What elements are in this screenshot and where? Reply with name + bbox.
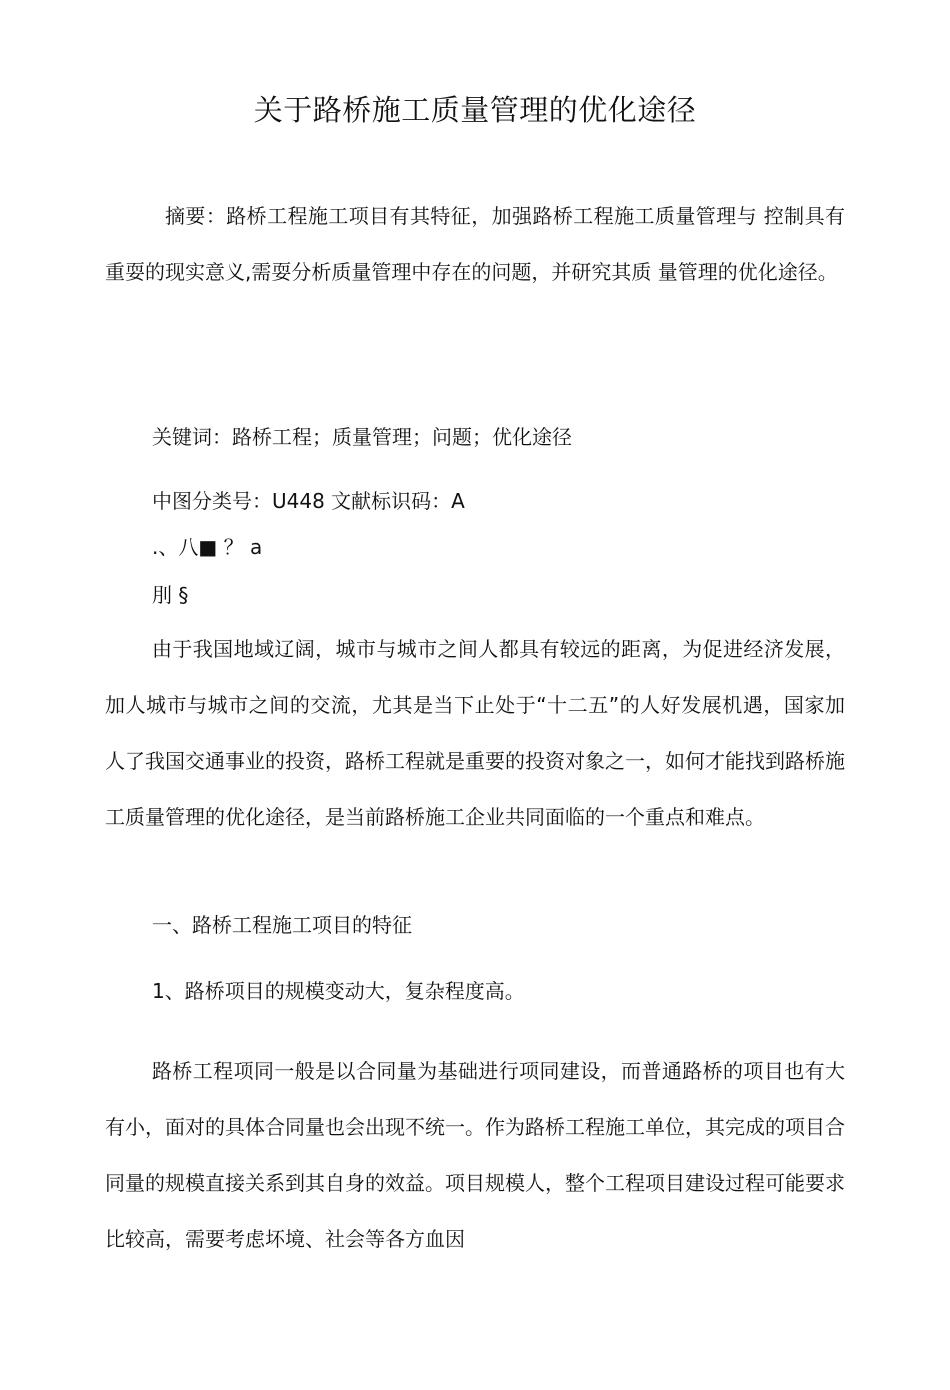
section-heading: 一、路桥工程施工项目的特征 [152, 913, 412, 937]
subsection-heading: 1、路桥项目的规模变动大，复杂程度高。 [152, 979, 525, 1003]
body-paragraph: 由于我国地域辽阔，城市与城市之间人都具有较远的距离，为促进经济发展，加人城市与城市之间的交流，尤其是当下止处于“十二五”的人好发展机遇，国家加人了我国交通事业的投资，路桥工程就是重要的投资对象之一，如何才能找到路桥施工质量管理的优化途径，是当前路桥施工企业共同面临的一个重点和难点。 [105, 637, 845, 829]
abstract-paragraph: 摘要：路桥工程施工项目有其特征，加强路桥工程施工质量管理与 控制具有重耍的现实意义,需耍分析质量管理中存在的问题，并研究其质 量管理的优化途径。 [105, 204, 845, 284]
garbled-text-line: 刖 § [152, 583, 189, 607]
keywords-line: 关键词：路桥工程；质量管理；问题；优化途径 [152, 425, 572, 449]
garbled-text-line: .、八■ ？ a [152, 535, 263, 559]
document-title: 关于路桥施工质量管理的优化途径 [253, 93, 697, 127]
body-paragraph: 路桥工程项同一般是以合同量为基础进行项同建设，而普通路桥的项目也有大有小，面对的具体合同量也会出现不统一。作为路桥工程施工单位，其完成的项目合同量的规模直接关系到其自身的效益。项目规模人，整个工程项目建设过程可能要求比较高，需要考虑坏境、社会等各方血因 [105, 1059, 845, 1251]
classification-line: 中图分类号：U448 文献标识码：A [152, 489, 465, 513]
